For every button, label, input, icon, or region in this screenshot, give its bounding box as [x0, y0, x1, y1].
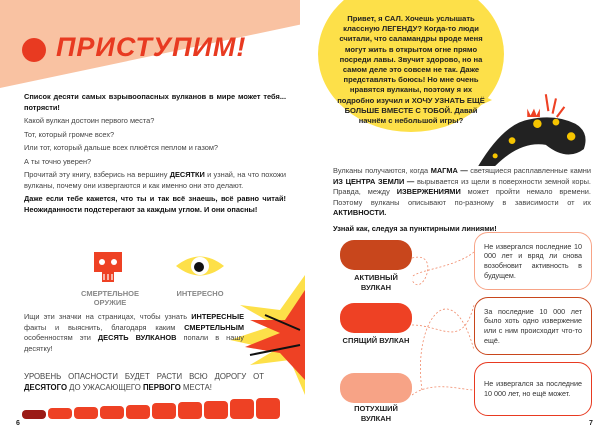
skull-icon	[90, 250, 126, 284]
danger-level-bar	[22, 398, 280, 419]
extinct-volcano-label: ПОТУХШИЙ ВУЛКАН	[354, 404, 398, 423]
intro-column	[24, 92, 286, 215]
icons-paragraph: Ищи эти значки на страницах, чтобы узнать ИНТЕРЕСНЫЕ факты и выяснить, благодаря каким СМЕРТЕЛЬНЫМ особенностям эти ДЕСЯТЬ ВУЛКАНОВ попали в нашу десятку!	[24, 312, 244, 353]
volcano-paragraph: Вулканы получаются, когда МАГМА — светящиеся расплавленные камни ИЗ ЦЕНТРА ЗЕМЛИ — вырывается из щели в поверхности земной коры. Правда, между ИЗВЕРЖЕНИЯМИ может пройти немало времени. Поэтому вулканы описывают по-разному в зависимости от их АКТИВНОСТИ.	[333, 166, 591, 217]
danger-level-segment	[152, 403, 176, 419]
question-3: Или тот, который дальше всех плюётся пеплом и газом?	[24, 143, 219, 152]
definition-box-2	[474, 297, 592, 355]
definition-text-2: За последние 10 000 лет было хоть одно извержение или с ним происходит что-то ещё.	[484, 306, 582, 345]
question-1: Какой вулкан достоин первого места?	[24, 116, 155, 125]
extinct-volcano-swatch	[340, 373, 412, 403]
dotted-lines	[412, 240, 478, 400]
danger-level-segment	[74, 407, 98, 419]
danger-level-segment	[178, 402, 202, 419]
danger-level-segment	[22, 410, 46, 419]
speech-bubble-text: Привет, я САЛ. Хочешь услышать классную ЛЕГЕНДУ? Когда-то люди считали, что саламандры вроде меня могут жить в открытом огне прямо посреди лавы. Звучит здорово, но на самом деле это совсем не так. Даже представлять боюсь! Но мне очень нравятся вулканы, поэтому я их подробно изучил и ХОЧУ УЗНАТЬ ЕЩЁ БОЛЬШЕ ВМЕСТЕ С ТОБОЙ. Давай начнём с небольшой игры?	[337, 14, 485, 126]
danger-level-segment	[100, 406, 124, 419]
instruction-text: Узнай как, следуя за пунктирными линиями!	[333, 223, 497, 233]
question-2: Тот, который громче всех?	[24, 129, 115, 139]
danger-level-segment	[204, 401, 228, 419]
salamander-image	[468, 90, 600, 166]
page-title: ПРИСТУПИМ!	[56, 32, 247, 62]
volcano-intro-column	[333, 166, 591, 234]
danger-level-segment	[256, 398, 280, 419]
paragraph-1: Прочитай эту книгу, взберись на вершину ДЕСЯТКИ и узнай, на что похожи вулканы, почему они извергаются и как именно они это делают.	[24, 170, 286, 190]
deadly-weapon-label: СМЕРТЕЛЬНОЕ ОРУЖИЕ	[81, 289, 139, 307]
eye-icon	[176, 253, 224, 279]
page-number-right: 7	[589, 420, 593, 427]
dormant-volcano-swatch	[340, 303, 412, 333]
page-number-left: 6	[16, 420, 20, 427]
definition-box-1	[474, 232, 592, 290]
dormant-volcano-label: СПЯЩИЙ ВУЛКАН	[342, 336, 410, 345]
active-volcano-label: АКТИВНЫЙ ВУЛКАН	[354, 273, 398, 292]
intro-text: Список десяти самых взрывоопасных вулканов в мире может тебя... потрясти!	[24, 92, 286, 112]
active-volcano-swatch	[340, 240, 412, 270]
title-dot-icon	[22, 38, 46, 62]
danger-level-segment	[48, 408, 72, 418]
definition-box-3	[474, 362, 592, 416]
danger-level-text: УРОВЕНЬ ОПАСНОСТИ БУДЕТ РАСТИ ВСЮ ДОРОГУ ОТ ДЕСЯТОГО ДО УЖАСАЮЩЕГО ПЕРВОГО МЕСТА!	[24, 372, 264, 392]
question-4: А ты точно уверен?	[24, 156, 92, 166]
interesting-label: ИНТЕРЕСНО	[176, 289, 224, 298]
danger-level-segment	[126, 405, 150, 419]
definition-text-1: Не извергался последние 10 000 лет и вряд ли снова возобновит активность в будущем.	[484, 241, 582, 280]
definition-text-3: Не извергался за последние 10 000 лет, но ещё может.	[484, 379, 582, 398]
danger-level-segment	[230, 399, 254, 418]
warning-text: Даже если тебе кажется, что ты и так всё знаешь, всё равно читай! Неожиданности подстерегают за каждым углом. И они опасны!	[24, 194, 286, 214]
